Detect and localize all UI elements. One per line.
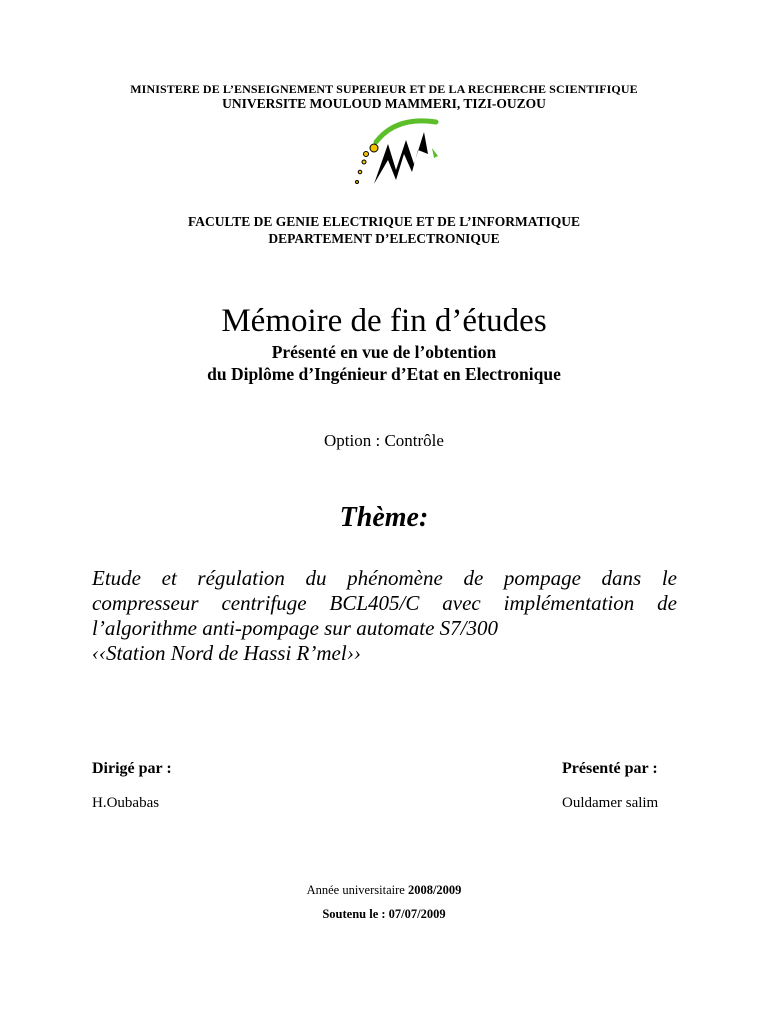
presenter-name: Ouldamer salim <box>562 795 659 811</box>
academic-year-value: 2008/2009 <box>407 883 462 897</box>
faculty-name: FACULTE DE GENIE ELECTRIQUE ET DE L’INFORMATIQUE <box>187 214 581 229</box>
academic-year-label: Année universitaire <box>306 883 408 897</box>
theme-heading: Thème: <box>339 502 429 533</box>
presenter-label: Présenté par : <box>562 760 658 777</box>
academic-year <box>0 883 768 898</box>
subtitle-line-2: du Diplôme d’Ingénieur d’Etat en Electronique <box>207 364 561 384</box>
department-name: DEPARTEMENT D’ELECTRONIQUE <box>268 231 500 246</box>
ministry-heading: MINISTERE DE L’ENSEIGNEMENT SUPERIEUR ET DE LA RECHERCHE SCIENTIFIQUE <box>130 82 638 96</box>
option-label: Option : Contrôle <box>324 431 444 450</box>
theme-line: compresseur centrifuge BCL405/C avec implémentation de <box>92 591 677 615</box>
defense-date: Soutenu le : 07/07/2009 <box>322 907 446 921</box>
theme-text <box>92 566 677 666</box>
supervisor-label: Dirigé par : <box>92 760 172 777</box>
university-name: UNIVERSITE MOULOUD MAMMERI, TIZI-OUZOU <box>222 96 546 111</box>
subtitle-line-1: Présenté en vue de l’obtention <box>271 342 497 362</box>
document-title: Mémoire de fin d’études <box>221 303 547 339</box>
theme-line: l’algorithme anti-pompage sur automate S7/300 <box>92 616 498 640</box>
supervisor-name: H.Oubabas <box>92 795 160 811</box>
university-logo-icon <box>348 114 448 190</box>
theme-line: Etude et régulation du phénomène de pompage dans le <box>92 566 677 590</box>
theme-line: ‹‹Station Nord de Hassi R’mel›› <box>92 641 361 665</box>
